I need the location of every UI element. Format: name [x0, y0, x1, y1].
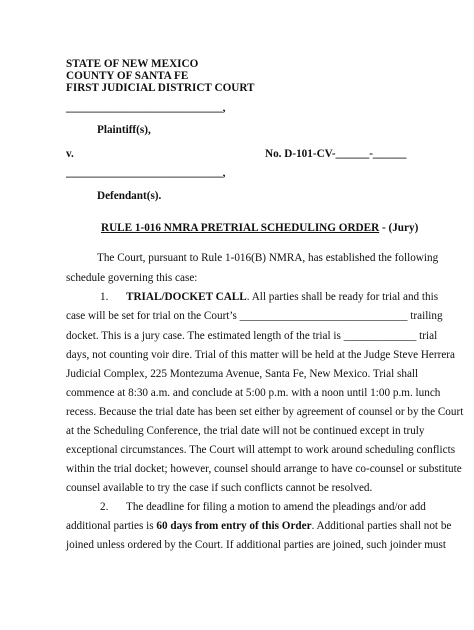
title-main: RULE 1-016 NMRA PRETRIAL SCHEDULING ORDER	[101, 222, 380, 234]
paragraph-1-line-2: case will be set for trial on the Court’s ______________________________ trailing	[66, 310, 443, 322]
document-title	[101, 222, 418, 235]
paragraph-1-line-1	[126, 291, 439, 304]
plaintiff-label: Plaintiff(s),	[97, 124, 151, 136]
paragraph-2-line-2-pre: additional parties is	[66, 520, 157, 532]
header-state: STATE OF NEW MEXICO	[66, 58, 199, 70]
deadline-bold: 60 days from entry of this Order	[156, 520, 312, 532]
paragraph-2-line-3: joined unless ordered by the Court. If additional parties are joined, such joinder must	[66, 539, 446, 551]
paragraph-1-line-4: days, not counting voir dire. Trial of this matter will be held at the Judge Steve Herrera	[66, 349, 455, 361]
paragraph-1-line-3: docket. This is a jury case. The estimated length of the trial is _____________ trial	[66, 330, 438, 342]
paragraph-1-line-10: within the trial docket; however, counsel should arrange to have co-counsel or substitute	[66, 463, 462, 475]
paragraph-2-number: 2.	[100, 501, 109, 513]
case-number: No. D-101-CV-______-______	[265, 148, 407, 160]
intro-line-2: schedule governing this case:	[66, 272, 198, 284]
trial-docket-heading: TRIAL/DOCKET CALL	[126, 291, 247, 303]
paragraph-1-line-1-rest: . All parties shall be ready for trial and this	[246, 291, 439, 303]
paragraph-1-number: 1.	[100, 291, 109, 303]
plaintiff-blank: ____________________________,	[66, 102, 226, 114]
defendant-blank: ____________________________,	[66, 167, 226, 179]
paragraph-1-line-9: exceptional circumstances. The Court will attempt to work around scheduling conflicts	[66, 444, 456, 456]
paragraph-2-line-2	[66, 520, 452, 533]
header-court: FIRST JUDICIAL DISTRICT COURT	[66, 82, 255, 94]
title-suffix: - (Jury)	[379, 222, 419, 234]
paragraph-1-line-5: Judicial Complex, 225 Montezuma Avenue, Santa Fe, New Mexico. Trial shall	[66, 368, 419, 380]
paragraph-1-line-6: commence at 8:30 a.m. and conclude at 5:00 p.m. with a noon until 1:00 p.m. lunch	[66, 387, 441, 399]
paragraph-2-line-2-post: . Additional parties shall not be	[311, 520, 452, 532]
paragraph-1-line-7: recess. Because the trial date has been set either by agreement of counsel or by the Court	[66, 406, 464, 418]
paragraph-1-line-8: at the Scheduling Conference, the trial date will not be continued except in truly	[66, 425, 425, 437]
paragraph-1-line-11: counsel available to try the case if such conflicts cannot be resolved.	[66, 482, 373, 494]
paragraph-2-line-1: The deadline for filing a motion to amend the pleadings and/or add	[126, 501, 426, 513]
intro-line-1: The Court, pursuant to Rule 1-016(B) NMRA, has established the following	[97, 252, 439, 264]
header-county: COUNTY OF SANTA FE	[66, 70, 189, 82]
defendant-label: Defendant(s).	[97, 190, 162, 202]
versus-label: v.	[66, 148, 74, 160]
